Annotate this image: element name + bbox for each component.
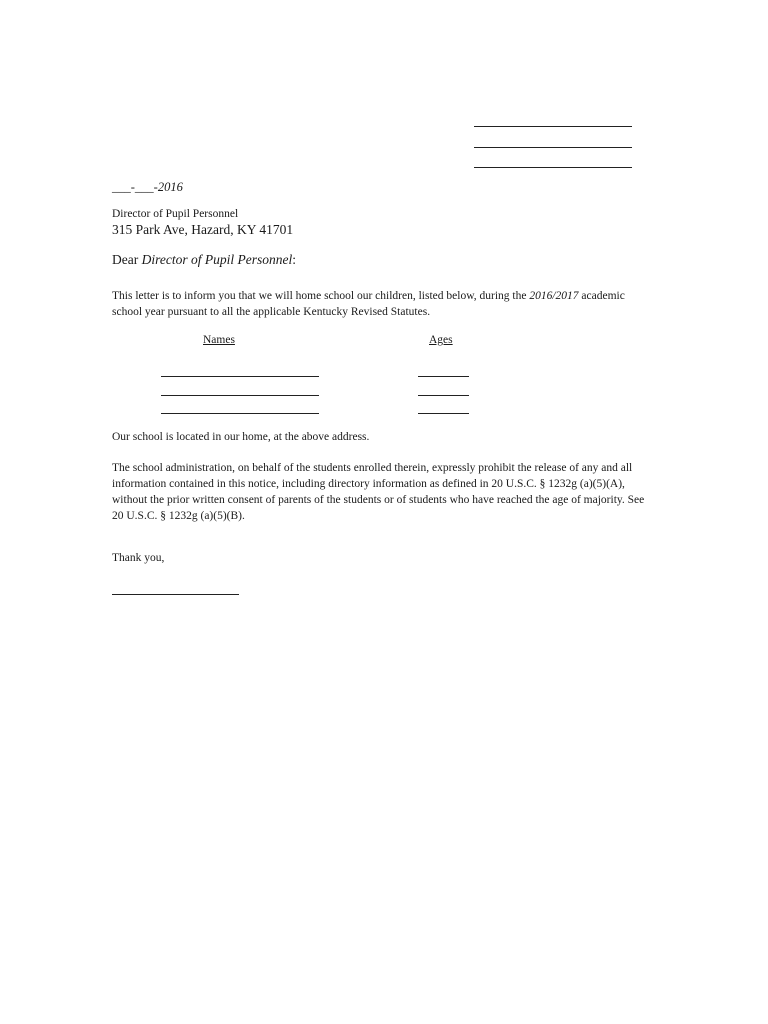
date-separator: -: [130, 180, 135, 194]
child-name-line-2: [161, 395, 319, 396]
privacy-paragraph: The school administration, on behalf of the students enrolled therein, expressly prohibit the release of any and all information contained in this notice, including directory information as defined in 20 U.S.C. § 1232g (a)(5)(A), without the prior written consent of parents of the students or of students who have reached the age of majority. See 20 U.S.C. § 1232g (a)(5)(B).: [112, 462, 645, 522]
salutation-name: Director of Pupil Personnel: [141, 252, 293, 267]
sender-line-2: [474, 147, 632, 148]
sender-line-1: [474, 126, 632, 127]
ages-header: Ages: [429, 334, 453, 346]
date-blank-month: ___: [112, 180, 131, 194]
salutation-suffix: :: [292, 252, 296, 267]
intro-text-2: academic school year pursuant to all the applicable Kentucky Revised Statutes.: [112, 290, 625, 318]
names-header: Names: [203, 334, 235, 346]
child-name-line-3: [161, 413, 319, 414]
closing: Thank you,: [112, 552, 165, 564]
intro-paragraph: [112, 288, 652, 320]
date-blank-day: ___: [134, 180, 154, 194]
child-name-line-1: [161, 376, 319, 377]
child-age-line-3: [418, 413, 469, 414]
recipient-title: Director of Pupil Personnel: [112, 208, 239, 220]
date-line: [112, 179, 183, 195]
child-age-line-1: [418, 376, 469, 377]
location-statement: Our school is located in our home, at the above address.: [112, 431, 370, 443]
signature-line: [112, 594, 239, 595]
recipient-address: 315 Park Ave, Hazard, KY 41701: [112, 222, 294, 237]
salutation-prefix: Dear: [112, 252, 142, 267]
date-year: -2016: [153, 180, 183, 194]
child-age-line-2: [418, 395, 469, 396]
intro-school-year: 2016/2017: [529, 290, 579, 302]
intro-text-1: This letter is to inform you that we will home school our children, listed below, during the: [112, 290, 530, 302]
salutation: [112, 251, 296, 269]
sender-line-3: [474, 167, 632, 168]
